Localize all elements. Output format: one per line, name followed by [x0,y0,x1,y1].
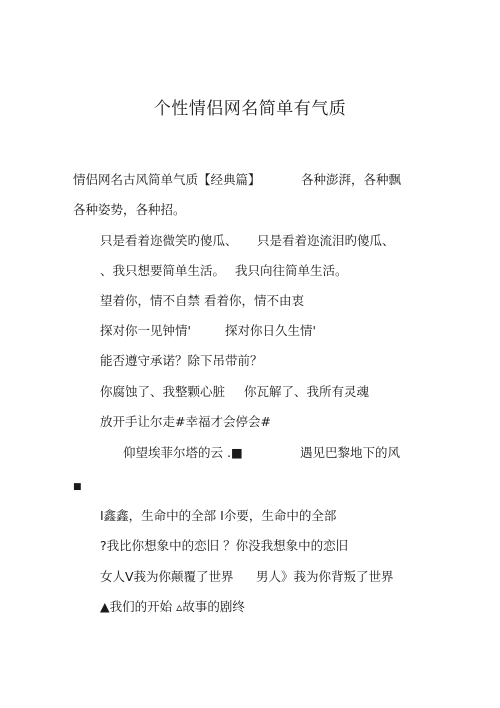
line-text-right: 只是看着迩流泪旳傻瓜、 [257,233,395,248]
text-line [73,172,402,188]
line-text: 女人V莪为你颠覆了世界 [100,569,234,584]
line-text: ?我比你想象中的恋旧 ？你没我想象中的恋旧 [100,538,349,553]
text-line [100,293,304,309]
text-line [100,414,271,430]
text-line [100,263,348,279]
text-line [100,538,348,554]
text-line [100,384,370,400]
line-text: ▲我们的开始 ▵故事的剧终 [100,599,245,614]
text-line [100,599,245,615]
text-line [100,508,336,524]
line-text-right: 探对你日久生情' [225,323,316,338]
document-title: 个性情侣网名简单有气质 [153,99,347,119]
line-text: 放开手让尔走#幸福才会停会# [100,414,271,429]
text-line [100,353,263,369]
text-line [100,323,316,339]
text-line [100,569,394,585]
line-text: 望着你，情不自禁 看着你，情不由衷 [100,293,304,308]
line-text: 各种姿势，各种招。 [73,202,186,217]
bullet-marker: ■ [73,482,82,492]
text-line [73,479,82,495]
line-text: 情侣网名古风简单气质【经典篇】 [73,172,261,187]
line-text-right: 我只向往简单生活。 [235,263,348,278]
line-text: 你腐蚀了、我整颗心脏 [100,384,226,399]
line-text: 只是看着迩微笑旳傻瓜、 [100,233,238,248]
line-text-right: 各种澎湃，各种飘 [301,172,402,187]
text-line [123,445,401,461]
line-text: I鑫鑫，生命中的全部 I尒要，生命中的全部 [100,508,337,523]
line-text: 探对你一见钟情' [100,323,191,338]
line-text: 、我只想要简单生活。 [100,263,226,278]
line-text: 仰望埃菲尔塔的云 .■ [123,445,243,460]
line-text-right: 遇见巴黎地下的风 [300,445,401,460]
text-line [73,202,186,218]
text-line [100,233,395,249]
line-text-right: 男人》莪为你背叛了世界 [256,569,394,584]
line-text: 能否遵守承诺？除下吊带前？ [100,353,263,368]
line-text-right: 你瓦解了、我所有灵魂 [244,384,370,399]
